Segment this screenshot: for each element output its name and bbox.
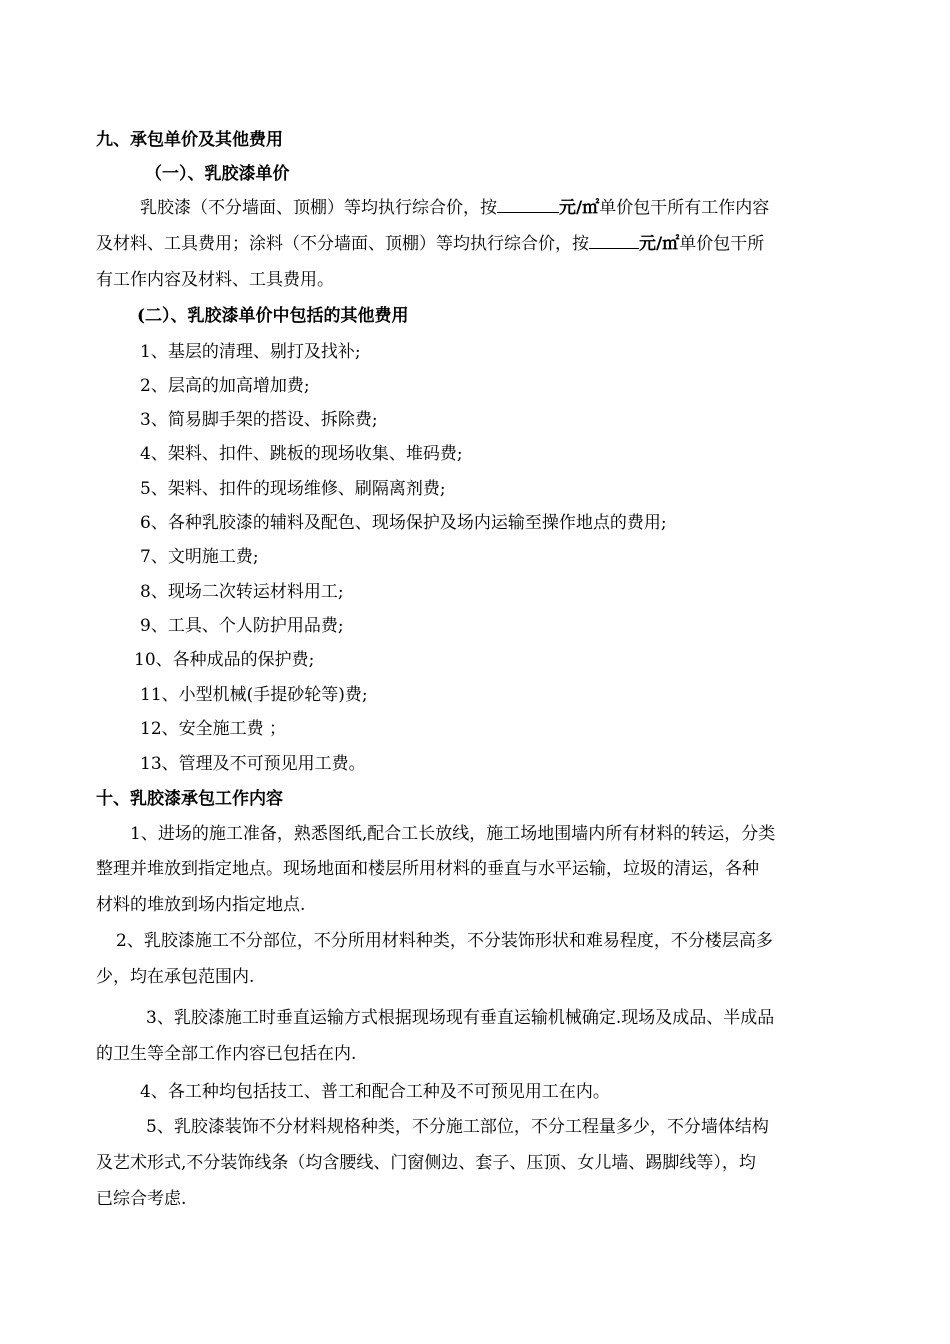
text-span: 乳胶漆（不分墙面、顶棚）等均执行综合价，按 xyxy=(140,198,497,218)
paragraph-line: 已综合考虑. xyxy=(96,1189,187,1209)
paragraph-line: 4、各工种均包括技工、普工和配合工种及不可预见用工在内。 xyxy=(140,1082,610,1102)
paragraph-line: 整理并堆放到指定地点。现场地面和楼层所用材料的垂直与水平运输，垃圾的清运，各种 xyxy=(96,859,759,879)
paragraph-line: 1、进场的施工准备，熟悉图纸,配合工长放线，施工场地围墙内所有材料的转运，分类 xyxy=(130,824,776,844)
list-item: 8、现场二次转运材料用工; xyxy=(140,582,344,602)
section9-sub1-heading: （一）、乳胶漆单价 xyxy=(145,164,290,184)
list-item: 9、工具、个人防护用品费; xyxy=(140,616,344,636)
list-item: 7、文明施工费; xyxy=(140,547,259,567)
section10-heading: 十、乳胶漆承包工作内容 xyxy=(96,789,283,809)
price-blank xyxy=(589,232,639,249)
list-item: 11、小型机械(手提砂轮等)费; xyxy=(140,685,368,705)
text-span: 及材料、工具费用；涂料（不分墙面、顶棚）等均执行综合价，按 xyxy=(96,234,589,254)
unit-label: 元/㎡ xyxy=(559,198,600,218)
text-span: 单价包干所 xyxy=(679,234,765,254)
unit-label: 元/㎡ xyxy=(639,234,680,254)
list-item: 5、架料、扣件的现场维修、刷隔离剂费; xyxy=(140,479,446,499)
paragraph-line: 5、乳胶漆装饰不分材料规格种类，不分施工部位，不分工程量多少，不分墙体结构 xyxy=(146,1117,769,1137)
list-item: 1、基层的清理、剔打及找补; xyxy=(140,342,361,362)
list-item: 13、管理及不可预见用工费。 xyxy=(140,754,366,774)
paragraph-line: 2、乳胶漆施工不分部位，不分所用材料种类，不分装饰形状和难易程度，不分楼层高多 xyxy=(116,931,773,951)
paragraph-line: 少，均在承包范围内. xyxy=(96,967,255,987)
list-item: 3、简易脚手架的搭设、拆除费; xyxy=(140,410,378,430)
paragraph-line xyxy=(96,232,764,256)
paragraph-line: 有工作内容及材料、工具费用。 xyxy=(96,270,334,290)
list-item: 6、各种乳胶漆的辅料及配色、现场保护及场内运输至操作地点的费用; xyxy=(140,513,667,533)
paragraph-line xyxy=(140,196,769,220)
paragraph-line: 材料的堆放到场内指定地点. xyxy=(96,895,306,915)
list-item: 10、各种成品的保护费; xyxy=(134,650,315,670)
text-span: 单价包干所有工作内容 xyxy=(599,198,770,218)
price-blank xyxy=(497,196,559,213)
paragraph-line: 及艺术形式,不分装饰线条（均含腰线、门窗侧边、套子、压顶、女儿墙、踢脚线等），均 xyxy=(96,1153,756,1173)
section9-heading: 九、承包单价及其他费用 xyxy=(96,130,283,150)
section9-sub2-heading: (二）、乳胶漆单价中包括的其他费用 xyxy=(137,306,409,326)
paragraph-line: 3、乳胶漆施工时垂直运输方式根据现场现有垂直运输机械确定.现场及成品、半成品 xyxy=(146,1008,775,1028)
list-item: 2、层高的加高增加费; xyxy=(140,376,310,396)
list-item: 12、安全施工费 ； xyxy=(140,719,287,739)
paragraph-line: 的卫生等全部工作内容已包括在内. xyxy=(96,1044,357,1064)
list-item: 4、架料、扣件、跳板的现场收集、堆码费; xyxy=(140,444,463,464)
